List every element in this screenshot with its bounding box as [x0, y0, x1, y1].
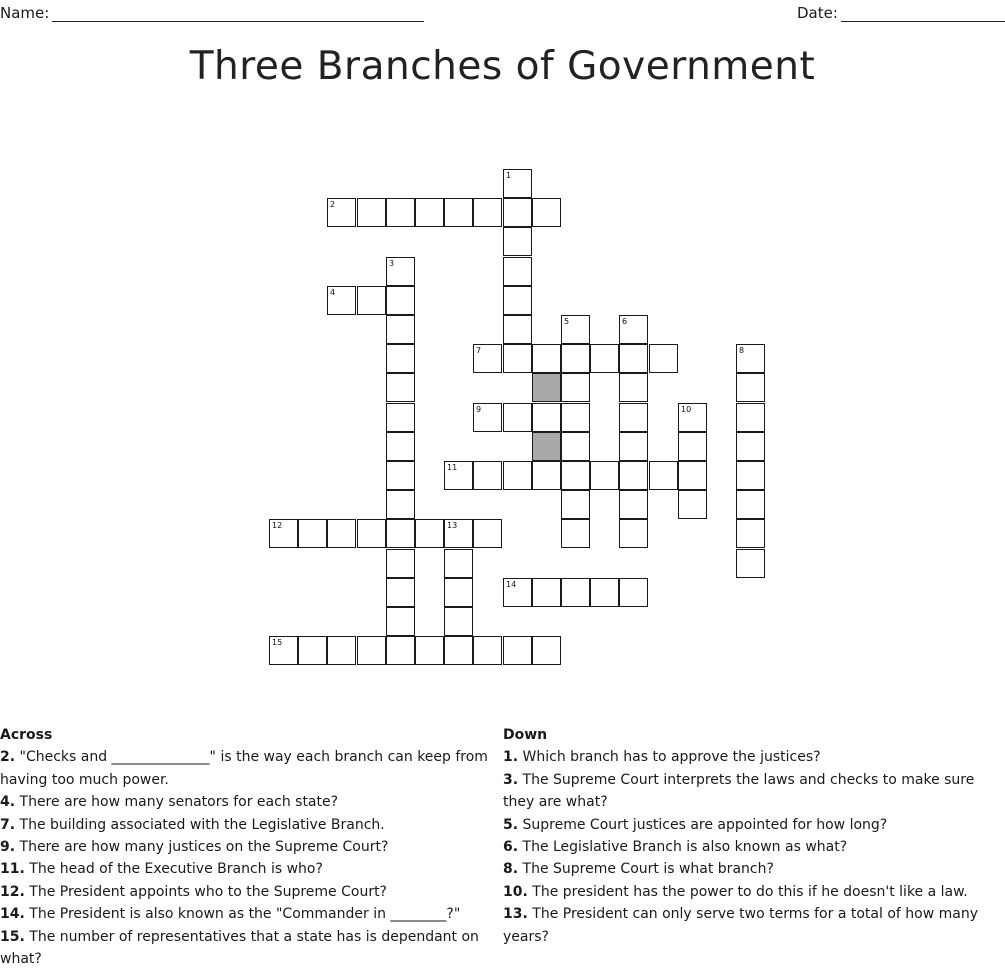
clue-text: The building associated with the Legislative Branch. [19, 816, 385, 833]
crossword-cell[interactable] [590, 344, 619, 373]
clue-text: Which branch has to approve the justices? [522, 749, 821, 766]
crossword-cell[interactable] [619, 403, 648, 432]
clue-number-label: 7 [476, 346, 482, 355]
clue-text: The President is also known as the "Commander in ________?" [29, 906, 461, 923]
crossword-cell[interactable] [561, 490, 590, 519]
clue-number: 10. [503, 883, 528, 900]
crossword-cell[interactable] [386, 344, 415, 373]
clue-text: There are how many justices on the Supreme Court? [19, 839, 389, 856]
crossword-cell[interactable] [561, 432, 590, 461]
crossword-cell[interactable] [619, 432, 648, 461]
clue-number: 9. [0, 839, 16, 856]
crossword-cell[interactable] [503, 227, 532, 256]
crossword-cell[interactable] [736, 549, 765, 578]
crossword-cell[interactable] [503, 403, 532, 432]
crossword-cell[interactable] [736, 432, 765, 461]
down-clue [503, 836, 993, 858]
date-blank-line[interactable] [841, 7, 1005, 22]
crossword-cell[interactable] [357, 519, 386, 548]
crossword-cell[interactable] [386, 607, 415, 636]
crossword-cell[interactable] [415, 198, 444, 227]
crossword-cell[interactable] [532, 344, 561, 373]
crossword-cell[interactable] [327, 519, 356, 548]
crossword-cell[interactable] [678, 461, 707, 490]
crossword-cell[interactable] [736, 490, 765, 519]
clue-number-label: 1 [506, 171, 512, 180]
crossword-cell[interactable] [386, 578, 415, 607]
crossword-cell[interactable] [619, 519, 648, 548]
across-clue [0, 836, 494, 858]
across-clue [0, 746, 494, 791]
crossword-cell[interactable] [503, 344, 532, 373]
crossword-cell[interactable] [473, 198, 502, 227]
crossword-cell[interactable] [503, 198, 532, 227]
date-label: Date: [797, 4, 838, 22]
crossword-cell[interactable] [561, 578, 590, 607]
crossword-cell[interactable] [678, 490, 707, 519]
crossword-cell[interactable] [619, 344, 648, 373]
across-clue [0, 881, 494, 903]
crossword-cell-shaded [532, 432, 561, 461]
clue-number-label: 12 [272, 521, 283, 530]
crossword-cell[interactable] [736, 373, 765, 402]
clue-number: 5. [503, 816, 519, 833]
crossword-cell[interactable] [561, 344, 590, 373]
crossword-cell[interactable] [386, 461, 415, 490]
crossword-cell[interactable] [532, 403, 561, 432]
clue-number-label: 14 [506, 580, 517, 589]
crossword-cell[interactable] [503, 257, 532, 286]
crossword-cell[interactable] [561, 461, 590, 490]
crossword-cell[interactable] [327, 636, 356, 665]
crossword-cell[interactable] [561, 403, 590, 432]
across-clue [0, 858, 494, 880]
name-field[interactable] [0, 4, 424, 22]
name-label: Name: [0, 4, 50, 22]
crossword-cell[interactable] [590, 461, 619, 490]
clue-text: The number of representatives that a state has is dependant on what? [0, 928, 479, 968]
clue-text: Supreme Court justices are appointed for how long? [522, 816, 888, 833]
clue-text: There are how many senators for each state? [19, 794, 339, 811]
crossword-cell[interactable] [619, 578, 648, 607]
clue-text: The head of the Executive Branch is who? [29, 861, 323, 878]
down-clue [503, 814, 993, 836]
clue-number-label: 8 [739, 346, 745, 355]
crossword-cell[interactable] [503, 461, 532, 490]
crossword-cell[interactable] [736, 519, 765, 548]
clue-text: The President can only serve two terms for a total of how many years? [503, 906, 978, 945]
crossword-cell[interactable] [503, 636, 532, 665]
crossword-cell[interactable] [590, 578, 619, 607]
crossword-cell[interactable] [561, 519, 590, 548]
crossword-cell-shaded [532, 373, 561, 402]
crossword-cell[interactable] [473, 636, 502, 665]
crossword-cell[interactable] [386, 636, 415, 665]
clue-text: "Checks and ______________" is the way each branch can keep from having too much power. [0, 749, 488, 788]
crossword-cell[interactable] [444, 636, 473, 665]
crossword-cell[interactable] [649, 344, 678, 373]
crossword-cell[interactable] [619, 461, 648, 490]
date-field[interactable] [797, 4, 1005, 22]
crossword-cell[interactable] [561, 373, 590, 402]
down-clue [503, 903, 993, 948]
clue-number-label: 15 [272, 638, 283, 647]
crossword-cell[interactable] [503, 286, 532, 315]
crossword-cell[interactable] [415, 636, 444, 665]
across-clues [0, 724, 494, 970]
clue-number-label: 5 [564, 317, 570, 326]
crossword-cell[interactable] [444, 198, 473, 227]
crossword-cell[interactable] [619, 373, 648, 402]
clue-number: 15. [0, 928, 25, 945]
down-clue [503, 858, 993, 880]
down-clue [503, 746, 993, 768]
crossword-cell[interactable] [357, 286, 386, 315]
crossword-cell[interactable] [298, 636, 327, 665]
crossword-cell[interactable] [386, 403, 415, 432]
crossword-cell[interactable] [678, 432, 707, 461]
clue-text: The Supreme Court is what branch? [522, 861, 774, 878]
crossword-cell[interactable] [532, 578, 561, 607]
clue-number: 7. [0, 816, 16, 833]
crossword-cell[interactable] [386, 549, 415, 578]
clue-number-label: 9 [476, 405, 482, 414]
crossword-cell[interactable] [386, 373, 415, 402]
crossword-cell[interactable] [386, 286, 415, 315]
clue-number: 14. [0, 906, 25, 923]
clue-number: 13. [503, 906, 528, 923]
down-clue [503, 769, 993, 814]
crossword-cell[interactable] [473, 461, 502, 490]
clue-number-label: 13 [447, 521, 458, 530]
down-clues [503, 724, 993, 948]
clue-text: The President appoints who to the Supreme Court? [29, 883, 387, 900]
crossword-cell[interactable] [386, 315, 415, 344]
clue-number-label: 6 [622, 317, 628, 326]
crossword-cell[interactable] [386, 519, 415, 548]
clue-number: 6. [503, 839, 519, 856]
crossword-cell[interactable] [298, 519, 327, 548]
crossword-cell[interactable] [736, 403, 765, 432]
clue-number: 2. [0, 749, 16, 766]
crossword-cell[interactable] [503, 315, 532, 344]
down-clue-list [503, 746, 993, 948]
page-title: Three Branches of Government [189, 44, 816, 89]
crossword-cell[interactable] [386, 490, 415, 519]
crossword-cell[interactable] [415, 519, 444, 548]
crossword-cell[interactable] [649, 461, 678, 490]
clue-number-label: 10 [681, 405, 692, 414]
clue-text: The Supreme Court interprets the laws and checks to make sure they are what? [503, 771, 975, 811]
clue-number-label: 3 [389, 259, 395, 268]
crossword-cell[interactable] [532, 198, 561, 227]
crossword-cell[interactable] [532, 636, 561, 665]
crossword-cell[interactable] [736, 461, 765, 490]
across-clue [0, 814, 494, 836]
crossword-cell[interactable] [444, 578, 473, 607]
clue-text: The president has the power to do this if he doesn't like a law. [532, 883, 968, 900]
across-heading: Across [0, 727, 53, 743]
clue-number: 3. [503, 771, 519, 788]
down-heading: Down [503, 727, 548, 743]
across-clue [0, 926, 494, 970]
crossword-cell[interactable] [386, 432, 415, 461]
down-clue [503, 881, 993, 903]
clue-number: 8. [503, 861, 519, 878]
across-clue [0, 791, 494, 813]
crossword-cell[interactable] [386, 198, 415, 227]
clue-number: 11. [0, 861, 25, 878]
clue-number-label: 11 [447, 463, 458, 472]
clue-number-label: 4 [330, 288, 336, 297]
crossword-cell[interactable] [473, 519, 502, 548]
crossword-cell[interactable] [444, 549, 473, 578]
clue-text: The Legislative Branch is also known as what? [522, 839, 848, 856]
clue-number: 4. [0, 794, 16, 811]
clue-number: 12. [0, 883, 25, 900]
across-clue-list [0, 746, 494, 970]
crossword-cell[interactable] [532, 461, 561, 490]
across-clue [0, 903, 494, 925]
crossword-cell[interactable] [357, 636, 386, 665]
clue-number: 1. [503, 749, 519, 766]
clue-number-label: 2 [330, 200, 336, 209]
crossword-cell[interactable] [357, 198, 386, 227]
name-blank-line[interactable] [52, 7, 424, 22]
crossword-cell[interactable] [619, 490, 648, 519]
crossword-cell[interactable] [444, 607, 473, 636]
